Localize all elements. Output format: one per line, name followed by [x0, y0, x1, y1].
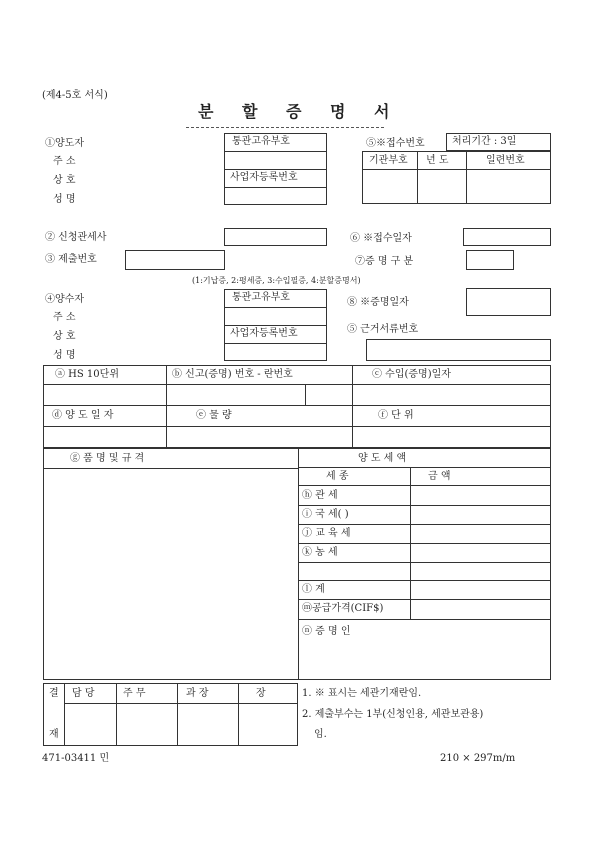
unit-field[interactable]: [352, 426, 551, 448]
hs-code-field[interactable]: [43, 384, 166, 405]
transferor-addr-label: 주 소: [53, 156, 76, 167]
tax-amount-col: 금 액: [428, 471, 451, 482]
cert-date-label: ⑧ ※증명일자: [347, 297, 409, 308]
ref-doc-no-field[interactable]: [366, 339, 551, 361]
transferee-customs-no-label: 통관고유부호: [232, 292, 290, 303]
transferor-trade-label: 상 호: [53, 175, 76, 186]
decl-no-header: ⓑ 신고(증명) 번호 - 란번호: [172, 369, 293, 380]
title-char: 명: [330, 102, 346, 121]
title-underline: [186, 127, 384, 128]
title-char: 서: [374, 102, 390, 121]
transferor-customs-no-label: 통관고유부호: [232, 136, 290, 147]
form-number: (제4-5호 서식): [42, 90, 108, 101]
transferor-biz-no-label: 사업자등록번호: [230, 172, 298, 183]
tax-row-total: ⓛ 계: [302, 584, 325, 595]
tax-row-farm: ⓚ 농 세: [302, 547, 338, 558]
note-2-cont: 임.: [314, 729, 327, 740]
footer-paper-size: 210 × 297m/m: [440, 753, 516, 764]
transferee-name-label: 성 명: [53, 350, 76, 361]
items-field[interactable]: [43, 468, 298, 680]
approval-col-chief: 주 무: [123, 688, 146, 699]
items-header: ⓖ 품 명 및 규 격: [70, 453, 145, 464]
tax-amount-farm[interactable]: [410, 543, 551, 562]
col-year: 년 도: [426, 155, 449, 166]
tax-row-education: ⓙ 교 육 세: [302, 528, 351, 539]
tax-row-supply-price: ⓜ공급가격(CIF$): [302, 603, 384, 614]
title-char: 분: [198, 102, 214, 121]
tax-amount-customs[interactable]: [410, 485, 551, 505]
approval-col-head: 장: [256, 688, 266, 699]
footer-form-code: 471-03411 민: [42, 753, 110, 764]
ref-doc-no-label: ⑤ 근거서류번호: [347, 324, 419, 335]
cert-type-field[interactable]: [466, 250, 514, 270]
transfer-date-field[interactable]: [43, 426, 166, 448]
tax-amount-blank[interactable]: [410, 562, 551, 580]
transfer-tax-header: 양 도 세 액: [358, 453, 407, 464]
transferor-label: ①양도자: [45, 138, 84, 149]
submit-no-field[interactable]: [125, 250, 225, 270]
note-2: 2. 제출부수는 1부(신청인용, 세관보관용): [302, 709, 484, 720]
transferor-name-label: 성 명: [53, 194, 76, 205]
tax-amount-education[interactable]: [410, 524, 551, 543]
col-serial: 일련번호: [486, 155, 525, 166]
cert-type-label: ⑦증 명 구 분: [355, 256, 414, 267]
tax-item-col: 세 종: [326, 471, 349, 482]
approval-sign-head[interactable]: [238, 703, 298, 746]
transferee-label: ④양수자: [45, 294, 84, 305]
quantity-header: ⓔ 물 량: [196, 410, 232, 421]
unit-header: ⓕ 단 위: [378, 410, 414, 421]
tax-row-national: ⓘ 국 세( ): [302, 509, 349, 520]
cert-type-note: (1:기납증, 2:평세증, 3:수입필증, 4:분할증명서): [192, 276, 361, 285]
col-agency-code: 기관부호: [369, 155, 408, 166]
note-1: 1. ※ 표시는 세관기재란임.: [302, 688, 422, 699]
approval-sign-manager[interactable]: [177, 703, 238, 746]
broker-field[interactable]: [224, 228, 327, 246]
tax-row-customs: ⓗ 관 세: [302, 490, 338, 501]
receipt-date-field[interactable]: [463, 228, 551, 246]
tax-amount-total[interactable]: [410, 580, 551, 599]
title-char: 증: [286, 102, 302, 121]
import-date-header: ⓒ 수입(증명)일자: [372, 369, 451, 380]
transfer-date-header: ⓓ 양 도 일 자: [52, 410, 114, 421]
cert-date-field[interactable]: [466, 288, 551, 316]
processing-period: 처리기간 : 3일: [452, 136, 517, 147]
import-date-field[interactable]: [352, 384, 551, 405]
approval-col-manager: 과 장: [186, 688, 209, 699]
transferee-trade-label: 상 호: [53, 331, 76, 342]
submit-no-label: ③ 제출번호: [45, 254, 97, 265]
certifier-field[interactable]: [298, 640, 551, 680]
tax-amount-supply-price[interactable]: [410, 599, 551, 619]
broker-label: ② 신청관세사: [45, 232, 107, 243]
hs-code-header: ⓐ HS 10단위: [55, 369, 119, 380]
certifier-label: ⓝ 증 명 인: [302, 626, 351, 637]
title-char: 할: [242, 102, 258, 121]
decl-no-field[interactable]: [166, 384, 305, 405]
tax-amount-national[interactable]: [410, 505, 551, 524]
quantity-field[interactable]: [166, 426, 352, 448]
approval-sign-staff[interactable]: [64, 703, 116, 746]
transferee-biz-no-field[interactable]: [224, 343, 327, 361]
transferor-customs-no-field[interactable]: [224, 151, 327, 169]
approval-sign-chief[interactable]: [116, 703, 177, 746]
transferor-biz-no-field[interactable]: [224, 187, 327, 205]
approval-side-bottom: 재: [49, 729, 59, 740]
approval-col-staff: 담 당: [72, 688, 95, 699]
transferee-customs-no-field[interactable]: [224, 307, 327, 325]
line-no-field[interactable]: [305, 384, 352, 405]
approval-side-top: 결: [49, 688, 59, 699]
transferee-biz-no-label: 사업자등록번호: [230, 328, 298, 339]
receipt-no-label: ⑤※접수번호: [366, 138, 425, 149]
receipt-date-label: ⑥ ※접수일자: [350, 233, 412, 244]
transferee-addr-label: 주 소: [53, 312, 76, 323]
